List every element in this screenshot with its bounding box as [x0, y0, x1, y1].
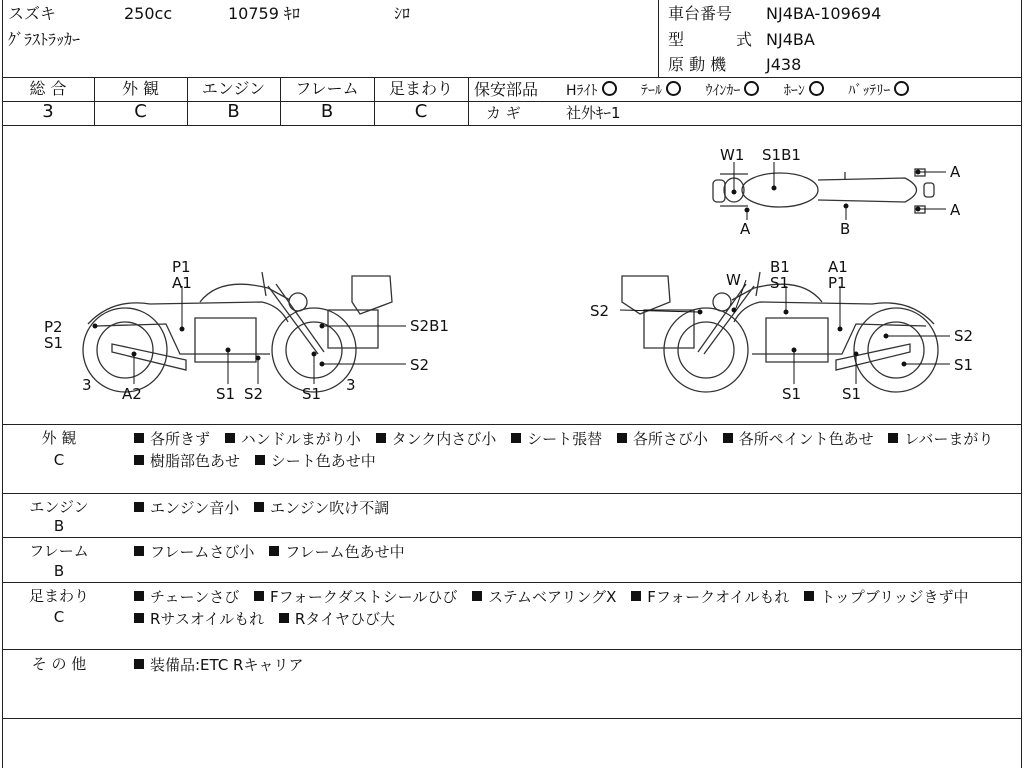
mileage: 10759 ｷﾛ — [228, 4, 300, 23]
model-name: ｸﾞﾗｽﾄﾗｯｶｰ — [8, 30, 81, 49]
safety-winker: ｳｲﾝｶｰ — [705, 83, 765, 99]
label-right-a1: A1 — [828, 258, 848, 276]
label-left-3-front: 3 — [82, 376, 92, 394]
remark-divider-4 — [2, 649, 1022, 650]
diagram-bottom — [2, 424, 1022, 425]
left-side-bike — [83, 272, 392, 392]
header-vertical-divider — [658, 0, 659, 78]
bullet-square-icon — [134, 455, 144, 465]
remark-divider-3 — [2, 582, 1022, 583]
ok-mark-icon — [809, 81, 824, 96]
safety-tail: ﾃｰﾙ — [641, 83, 687, 99]
top-view-bike — [713, 169, 934, 213]
label-left-s1-c: S1 — [302, 385, 322, 403]
bullet-square-icon — [631, 591, 641, 601]
bullet-square-icon — [804, 591, 814, 601]
remark-other-label: そ の 他 — [31, 655, 87, 673]
remark-divider-1 — [2, 493, 1022, 494]
remark-suspension-items: チェーンさび Fフォークダストシールひび ステムベアリングX Fフォークオイルもれ トップブリッジきず中 Rサスオイルもれ Rタイヤひび大 — [134, 586, 1014, 630]
bullet-square-icon — [472, 591, 482, 601]
label-top-a-1: A — [950, 163, 961, 181]
label-left-3-rear: 3 — [346, 376, 356, 394]
key-label: カ ギ — [486, 104, 521, 122]
safety-headlight: Hﾗｲﾄ — [566, 83, 623, 99]
label-left-p2: P2 — [44, 318, 63, 336]
remark-engine-items: エンジン音小 エンジン吹け不調 — [134, 497, 1014, 519]
bullet-square-icon — [254, 502, 264, 512]
bullet-square-icon — [254, 591, 264, 601]
remark-exterior-grade: C — [53, 451, 65, 469]
safety-items — [566, 81, 915, 101]
grade-exterior: C — [134, 101, 147, 122]
remark-engine-grade: B — [53, 517, 65, 535]
maker: スズキ — [8, 4, 57, 23]
ok-mark-icon — [666, 81, 681, 96]
grade-frame: B — [320, 101, 334, 122]
type-value: NJ4BA — [766, 30, 815, 49]
label-left-s2b1: S2B1 — [410, 317, 449, 335]
label-top-w1: W1 — [720, 146, 745, 164]
remark-exterior-items: 各所きず ハンドルまがり小 タンク内さび小 シート張替 各所さび小 各所ペイント色あせ レバーまがり 樹脂部色あせ シート色あせ中 — [134, 428, 1014, 472]
label-top-a-2: A — [950, 201, 961, 219]
remark-exterior-label: 外 観 — [41, 429, 77, 447]
label-left-s1-b: S1 — [216, 385, 236, 403]
bullet-square-icon — [134, 546, 144, 556]
grade-header-total: 総 合 — [29, 79, 67, 98]
label-right-s1: S1 — [770, 274, 790, 292]
grade-suspension: C — [414, 101, 428, 122]
label-top-a-3: A — [740, 220, 751, 238]
damage-diagram — [0, 126, 1024, 424]
bullet-square-icon — [279, 613, 289, 623]
bullet-square-icon — [134, 613, 144, 623]
safety-label: 保安部品 — [474, 80, 539, 99]
label-left-s2-b: S2 — [244, 385, 264, 403]
grade-header-exterior: 外 観 — [121, 79, 160, 98]
label-left-a2: A2 — [122, 385, 142, 403]
left-side-markers — [93, 324, 325, 367]
top-view-leaders — [734, 162, 946, 220]
remark-frame-grade: B — [53, 562, 65, 580]
bullet-square-icon — [134, 659, 144, 669]
bullet-square-icon — [888, 433, 898, 443]
grade-header-engine: エンジン — [201, 79, 266, 98]
label-right-s1-rear: S1 — [954, 356, 974, 374]
engine-label: 原 動 機 — [668, 55, 727, 74]
frame-number-value: NJ4BA-109694 — [766, 4, 882, 23]
remark-divider-5 — [2, 718, 1022, 719]
bullet-square-icon — [723, 433, 733, 443]
ok-mark-icon — [894, 81, 909, 96]
displacement: 250cc — [124, 4, 173, 23]
grade-engine: B — [227, 101, 240, 122]
key-value: 社外ｷｰ1 — [566, 104, 621, 122]
bullet-square-icon — [134, 502, 144, 512]
label-top-s1b1: S1B1 — [762, 146, 801, 164]
engine-value: J438 — [766, 55, 802, 74]
label-right-b1: B1 — [770, 258, 790, 276]
label-right-s2-rear: S2 — [954, 327, 974, 345]
right-side-markers — [698, 308, 907, 367]
remark-suspension-grade: C — [53, 608, 65, 626]
bullet-square-icon — [376, 433, 386, 443]
safety-row-divider — [468, 101, 1022, 102]
grade-header-frame: フレーム — [295, 79, 359, 98]
label-right-p1: P1 — [828, 274, 847, 292]
remark-suspension-label: 足まわり — [28, 587, 89, 605]
bullet-square-icon — [511, 433, 521, 443]
type-label-1: 型 — [668, 30, 685, 49]
bullet-square-icon — [255, 455, 265, 465]
bullet-square-icon — [134, 591, 144, 601]
label-right-s1-c: S1 — [842, 385, 862, 403]
bullet-square-icon — [225, 433, 235, 443]
label-left-s1: S1 — [44, 334, 64, 352]
grade-total: 3 — [42, 101, 54, 122]
header-divider — [2, 77, 1022, 78]
remark-frame-label: フレーム — [29, 542, 89, 560]
left-side-leaders — [134, 286, 406, 384]
safety-battery: ﾊﾞｯﾃﾘｰ — [848, 83, 915, 99]
label-left-p1: P1 — [172, 258, 191, 276]
grade-col-5 — [468, 77, 469, 126]
remark-frame-items: フレームさび小 フレーム色あせ中 — [134, 541, 1014, 563]
label-right-w: W — [726, 271, 741, 289]
bullet-square-icon — [617, 433, 627, 443]
bullet-square-icon — [134, 433, 144, 443]
label-right-s2-front: S2 — [590, 302, 610, 320]
type-label-2: 式 — [736, 30, 753, 49]
label-left-s2: S2 — [410, 356, 430, 374]
label-right-s1-b: S1 — [782, 385, 802, 403]
remark-engine-label: エンジン — [29, 498, 89, 516]
label-left-a1: A1 — [172, 274, 192, 292]
grade-header-suspension: 足まわり — [388, 79, 453, 98]
safety-horn: ﾎｰﾝ — [784, 83, 830, 99]
bullet-square-icon — [269, 546, 279, 556]
remark-other-items: 装備品:ETC Rキャリア — [134, 654, 1014, 676]
frame-number-label: 車台番号 — [668, 4, 733, 23]
ok-mark-icon — [744, 81, 759, 96]
color: ｼﾛ — [394, 4, 411, 23]
remark-divider-2 — [2, 537, 1022, 538]
label-top-b: B — [840, 220, 851, 238]
ok-mark-icon — [602, 81, 617, 96]
